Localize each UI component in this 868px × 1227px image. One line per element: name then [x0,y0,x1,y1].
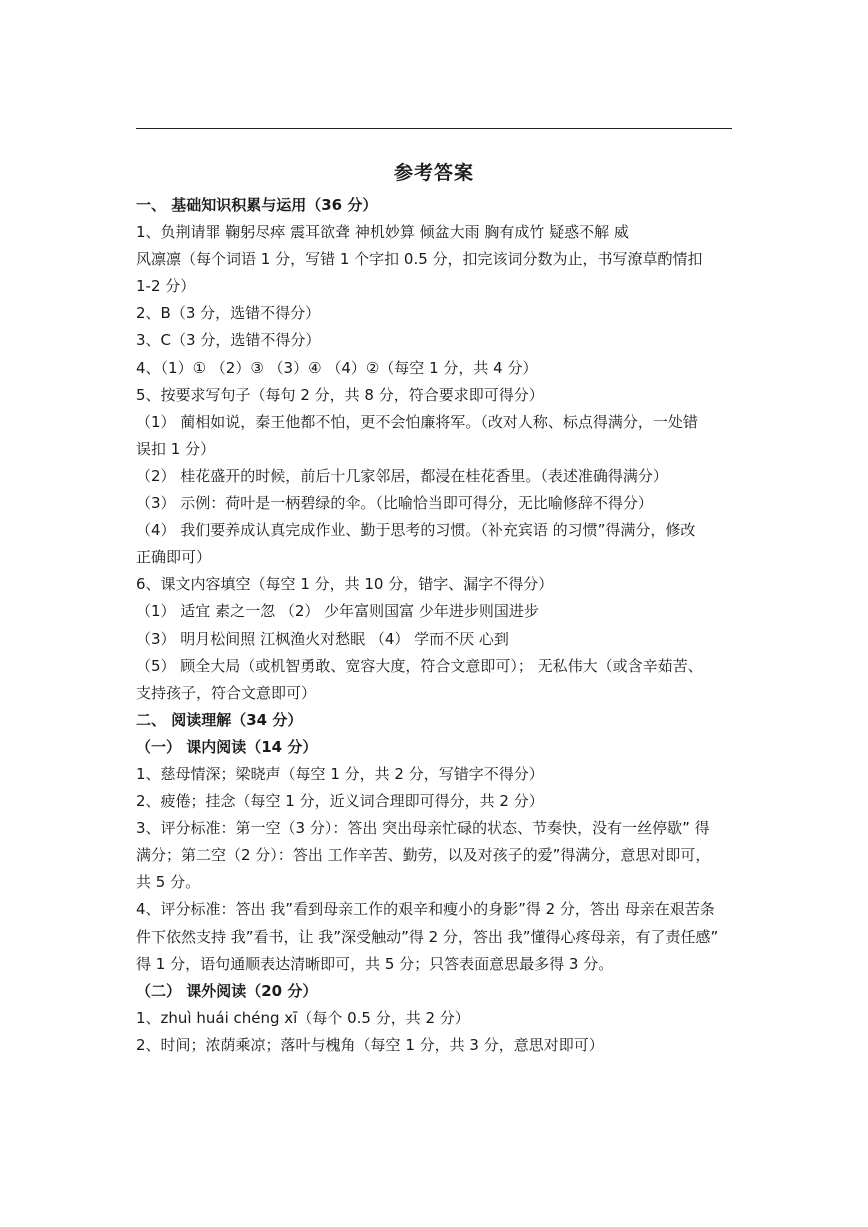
answer-line: 4、评分标准：答出 我”看到母亲工作的艰辛和瘦小的身影”得 2 分，答出 母亲在艰苦条 [136,900,715,919]
answer-body [136,192,736,1059]
answer-line: 共 5 分。 [136,873,201,892]
answer-line: 件下依然支持 我”看书，让 我”深受触动”得 2 分，答出 我”懂得心疼母亲，有了责任感” [136,927,719,946]
section-heading: （一） 课内阅读（14 分） [136,737,318,756]
answer-line: （5） 顾全大局（或机智勇敢、宽容大度，符合文意即可）； 无私伟大（或含辛茹苦、 [136,656,703,675]
answer-line: 1、zhuì huái chéng xī（每个 0.5 分，共 2 分） [136,1008,470,1027]
answer-line: 2、B（3 分，选错不得分） [136,304,321,323]
answer-line: 3、C（3 分，选错不得分） [136,331,321,350]
answer-line: （3） 明月松间照 江枫渔火对愁眠 （4） 学而不厌 心到 [136,629,509,648]
section-heading: （二） 课外阅读（20 分） [136,981,318,1000]
section-heading: 一、 基础知识积累与运用（36 分） [136,196,378,214]
answer-line: （4） 我们要养成认真完成作业、勤于思考的习惯。（补充宾语 的习惯”得满分，修改 [136,521,696,540]
answer-line: （1） 适宜 素之一忽 （2） 少年富则国富 少年进步则国进步 [136,602,539,621]
header-rule [136,128,732,129]
page-title: 参考答案 [393,162,474,184]
answer-line: 6、课文内容填空（每空 1 分，共 10 分，错字、漏字不得分） [136,575,554,594]
answer-line: 得 1 分，语句通顺表达清晰即可，共 5 分；只答表面意思最多得 3 分。 [136,954,614,973]
answer-line: 5、按要求写句子（每句 2 分，共 8 分，符合要求即可得分） [136,385,544,404]
section-heading: 二、 阅读理解（34 分） [136,710,303,729]
answer-line: 4、（1）① （2）③ （3）④ （4）②（每空 1 分，共 4 分） [136,358,538,377]
answer-line: （1） 蔺相如说，秦王他都不怕，更不会怕廉将军。（改对人称、标点得满分，一处错 [136,412,698,431]
answer-line: 1-2 分） [136,277,196,296]
answer-line: 风凛凛（每个词语 1 分，写错 1 个字扣 0.5 分，扣完该词分数为止，书写潦草酌情扣 [136,250,703,269]
answer-line: （3） 示例：荷叶是一柄碧绿的伞。（比喻恰当即可得分，无比喻修辞不得分） [136,494,653,513]
answer-line: （2） 桂花盛开的时候，前后十几家邻居，都浸在桂花香里。（表述准确得满分） [136,466,668,485]
answer-line: 3、评分标准：第一空（3 分）：答出 突出母亲忙碌的状态、节奏快，没有一丝停歇” 得 [136,819,710,838]
answer-line: 1、负荆请罪 鞠躬尽瘁 震耳欲聋 神机妙算 倾盆大雨 胸有成竹 疑惑不解 威 [136,223,629,242]
answer-line: 支持孩子，符合文意即可） [136,683,317,702]
answer-line: 满分；第二空（2 分）：答出 工作辛苦、勤劳，以及对孩子的爱”得满分，意思对即可， [136,846,711,865]
answer-line: 1、慈母情深；梁晓声（每空 1 分，共 2 分，写错字不得分） [136,764,544,783]
answer-line: 正确即可） [136,548,212,567]
answer-line: 2、时间；浓荫乘凉；落叶与槐角（每空 1 分，共 3 分，意思对即可） [136,1035,604,1054]
answer-line: 误扣 1 分） [136,439,216,458]
answer-line: 2、疲倦；挂念（每空 1 分，近义词合理即可得分，共 2 分） [136,792,544,811]
